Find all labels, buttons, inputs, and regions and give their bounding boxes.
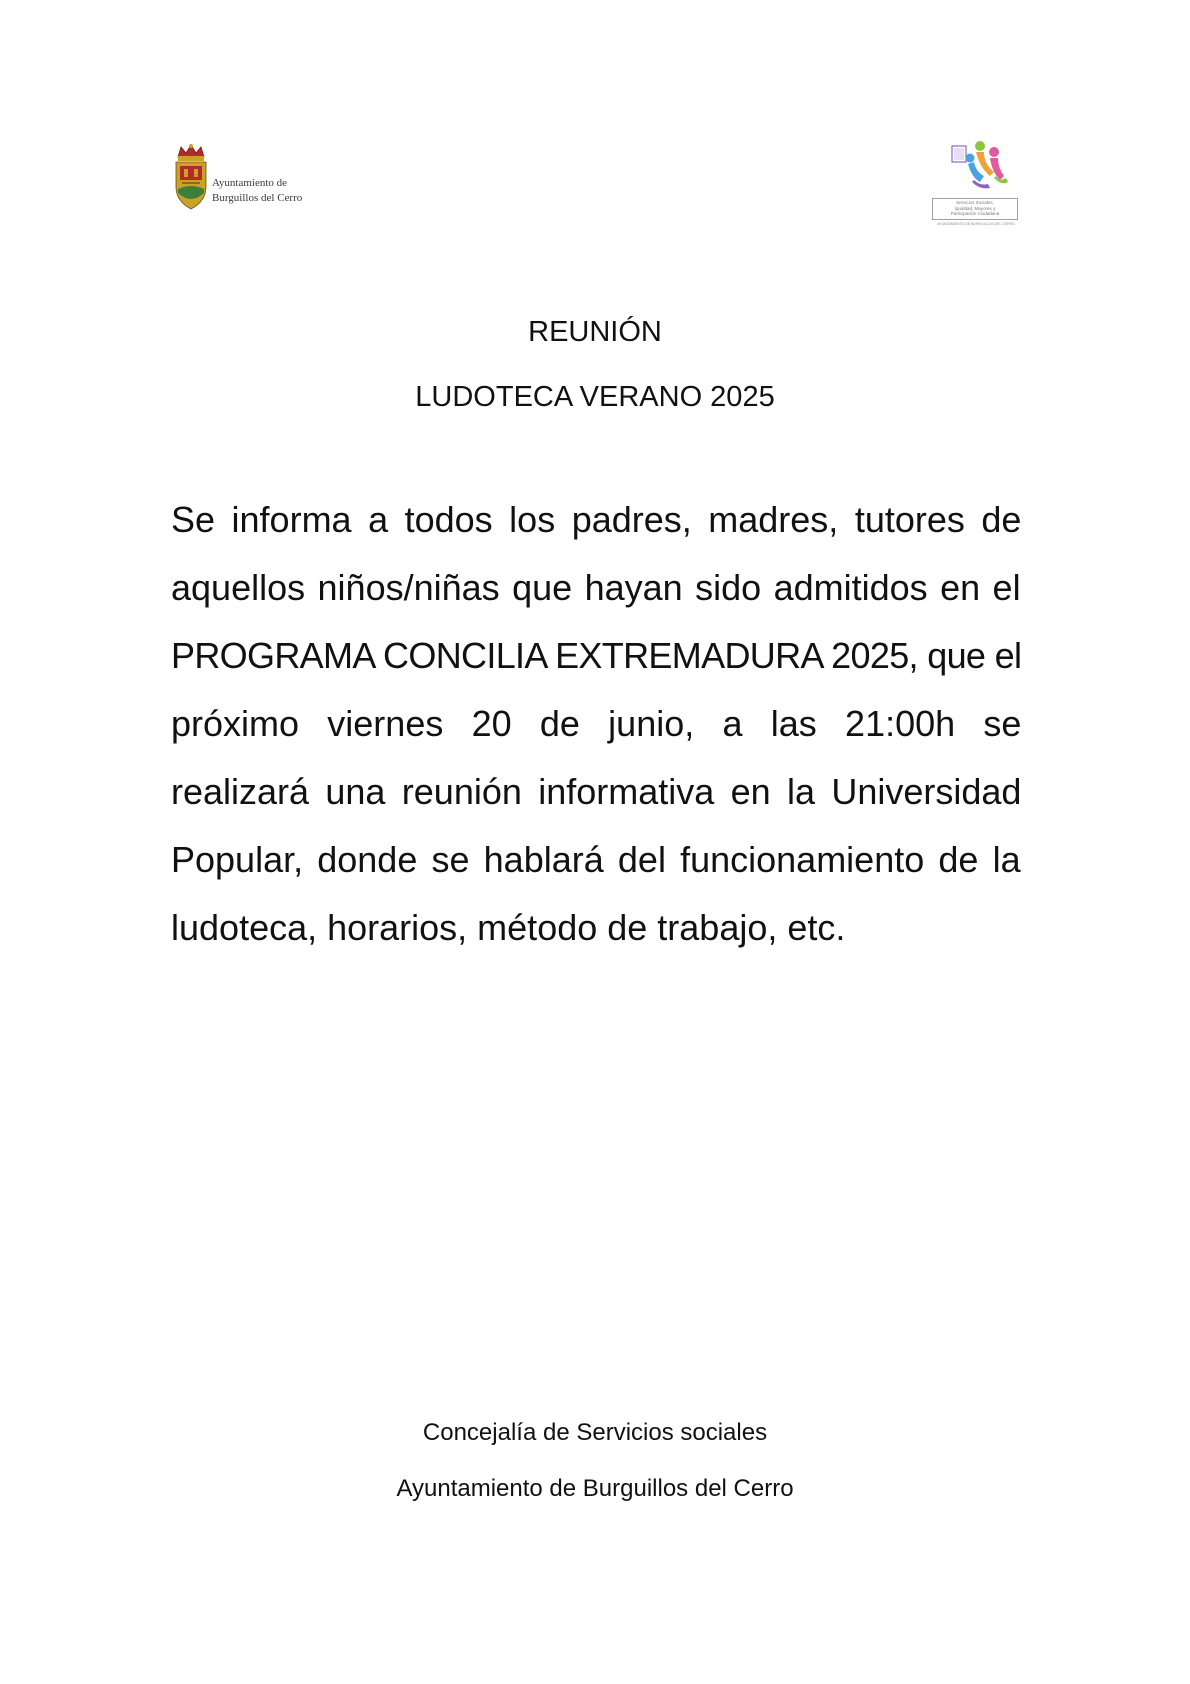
title-meeting: REUNIÓN bbox=[528, 316, 662, 348]
body-line: PROGRAMA CONCILIA EXTREMADURA 2025, que el bbox=[171, 635, 1022, 676]
caption-line2: Igualdad, Mayores y bbox=[954, 205, 996, 211]
town-council-logo bbox=[172, 143, 312, 223]
caption-line3: Participación Ciudadana bbox=[950, 211, 1000, 216]
social-services-logo-foot: AYUNTAMIENTO DE BURGUILLOS DEL CERRO bbox=[937, 222, 1015, 226]
notice-body bbox=[171, 486, 1021, 962]
body-line: Se informa a todos los padres, madres, tutores de bbox=[171, 499, 1022, 540]
social-services-logo bbox=[930, 138, 1030, 230]
town-council-logo-text bbox=[212, 176, 312, 206]
body-line: aquellos niños/niñas que hayan sido admitidos en el bbox=[171, 567, 1021, 608]
title-ludoteca: LUDOTECA VERANO 2025 bbox=[415, 381, 775, 413]
body-line: Popular, donde se hablará del funcionamiento de la bbox=[171, 839, 1021, 880]
logo-text-line2: Burguillos del Cerro bbox=[212, 192, 303, 204]
body-line: realizará una reunión informativa en la Universidad bbox=[171, 771, 1022, 812]
social-services-logo-caption bbox=[932, 198, 1018, 220]
logo-text-line1: Ayuntamiento de bbox=[212, 177, 288, 189]
caption-line1: Servicios Sociales, bbox=[956, 200, 994, 205]
body-line: ludoteca, horarios, método de trabajo, etc. bbox=[171, 907, 846, 948]
footer-council: Ayuntamiento de Burguillos del Cerro bbox=[396, 1475, 794, 1502]
footer-department: Concejalía de Servicios sociales bbox=[422, 1419, 768, 1446]
town-crest-icon bbox=[172, 143, 210, 213]
social-services-people-icon bbox=[950, 138, 1012, 196]
body-line: próximo viernes 20 de junio, a las 21:00h se bbox=[171, 703, 1022, 744]
